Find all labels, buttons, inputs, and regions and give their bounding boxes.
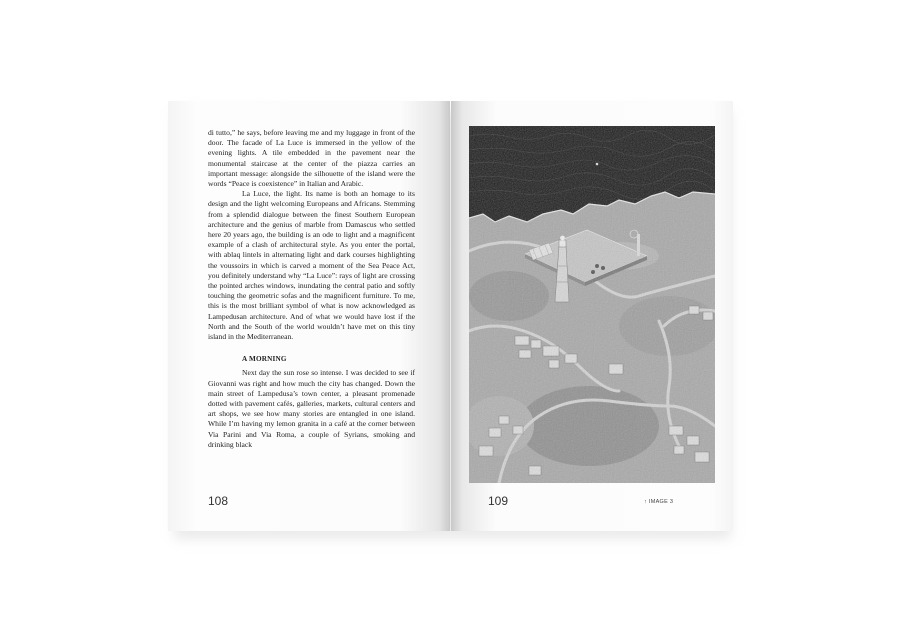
- page-number-left: 108: [208, 494, 229, 508]
- page-number-right: 109: [488, 494, 509, 508]
- paragraph: Next day the sun rose so intense. I was decided to see if Giovanni was right and how much the city has changed. Down the main street of Lampedusa’s town center, a pleasant promenade dotted with pavement cafés, galleries, markets, cultural centers and art shops, we see how many stories are entangled in one island. While I’m having my lemon granita in a café at the corner between Via Parini and Via Roma, a couple of Syrians, smoking and drinking black: [208, 368, 415, 449]
- aerial-island-illustration: [469, 126, 715, 483]
- paragraph: La Luce, the light. Its name is both an homage to its design and the light welcoming Europeans and Africans. Stemming from a splendid dialogue between the finest Southern European architecture and the genius of marble from Damascus who settled here 20 years ago, the building is an ode to light and a magnificent example of a clash of architectural style. As you enter the portal, with ablaq lintels in alternating light and dark courses highlighting the voussoirs in which is carved a moment of the Sea Peace Act, you definitely understand why “La Luce”: rays of light are crossing the pointed arches windows, inundating the central patio and softly touching the geometric sofas and the magnificent furniture. To me, this is the most brilliant symbol of what is now acknowledged as Lampedusan architecture. And of what we would have lost if the North and the South of the world wouldn’t have met on this tiny island in the Mediterranean.: [208, 189, 415, 342]
- film-grain: [469, 126, 715, 483]
- left-page-text: [208, 128, 415, 450]
- right-page: [451, 101, 733, 531]
- section-heading: A MORNING: [242, 355, 287, 364]
- image-caption: ↑ IMAGE 3: [644, 499, 674, 505]
- left-page: [168, 101, 450, 531]
- paragraph: di tutto,” he says, before leaving me and my luggage in front of the door. The facade of La Luce is immersed in the yellow of the evening lights. A tile embedded in the pavement near the monumental staircase at the center of the piazza carries an important message: alongside the silhouette of the island were the words “Peace is coexistence” in Italian and Arabic.: [208, 128, 415, 189]
- open-book: [168, 101, 733, 533]
